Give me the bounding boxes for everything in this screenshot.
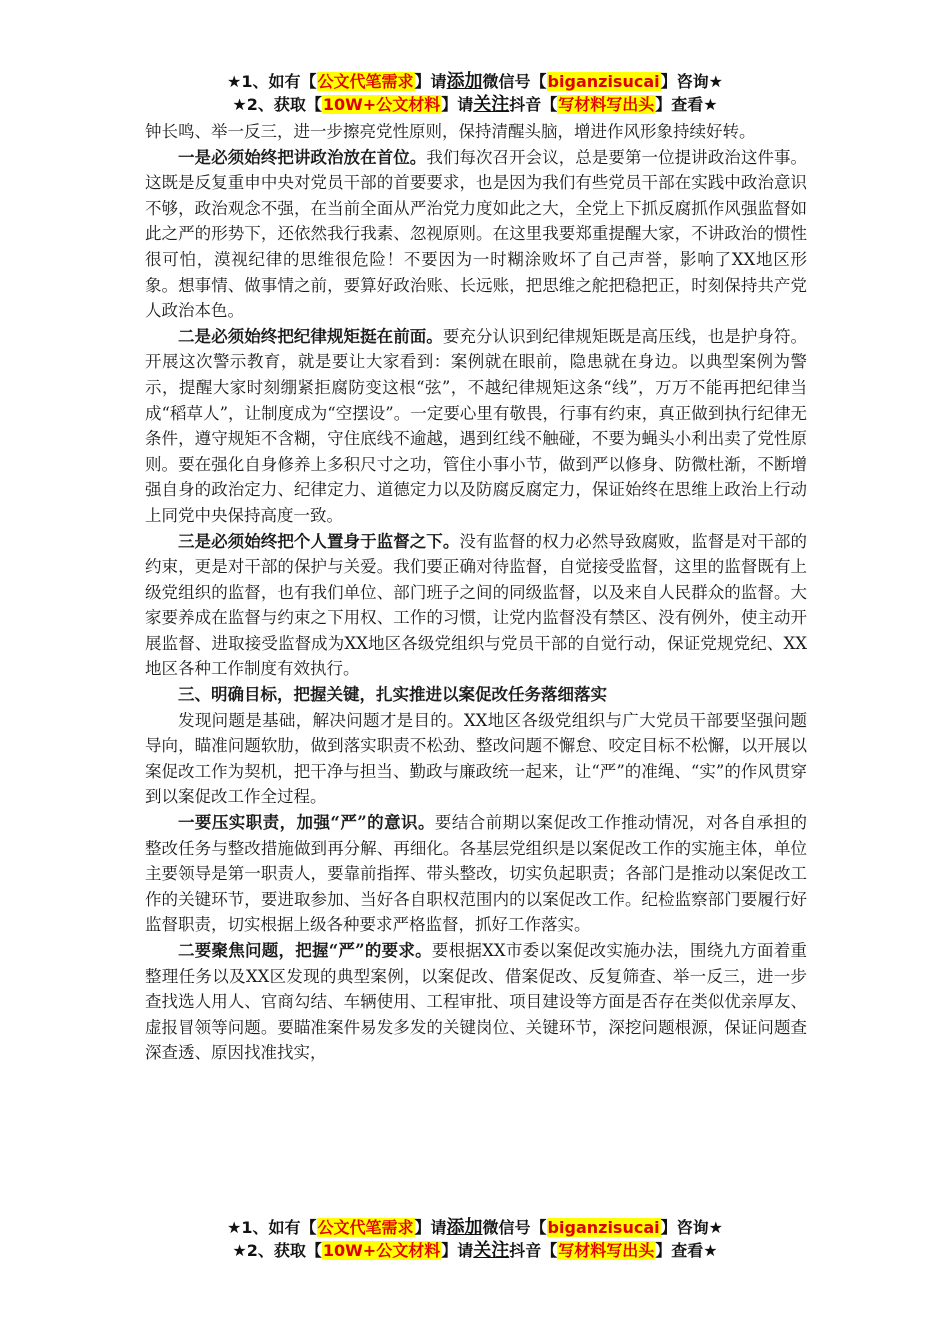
- paragraph-lead: 一要压实职责，加强“严”的意识。: [178, 813, 435, 833]
- promo-text: 】请: [414, 72, 447, 91]
- promo-highlight: 公文代笔需求: [317, 1218, 414, 1237]
- paragraph-text: 要充分认识到纪律规矩既是高压线，也是护身符。开展这次警示教育，就是要让大家看到：案例就在眼前，隐患就在身边。以典型案例为警示，提醒大家时刻绷紧拒腐防变这根“弦”，不越纪律规矩这条“线”，万万不能再把纪律当成“稻草人”，让制度成为“空摆设”。一定要心里有敬畏，行事有约束，真正做到执行纪律无条件，遵守规矩不含糊，守住底线不逾越，遇到红线不触碰，不要为蝇头小利出卖了党性原则。要在强化自身修养上多积尺寸之功，管住小事小节，做到严以修身、防微杜渐，不断增强自身的政治定力、纪律定力、道德定力以及防腐反腐定力，保证始终在思维上政治上行动上同党中央保持高度一致。: [145, 326, 808, 525]
- promo-douyin-id: 写材料写出头: [558, 1241, 655, 1260]
- promo-wechat-id: biganzisucai: [547, 72, 660, 91]
- promo-text: 抖音【: [509, 95, 558, 114]
- paragraph-lead: 一是必须始终把讲政治放在首位。: [178, 147, 427, 167]
- promo-text: 微信号【: [482, 72, 547, 91]
- promo-text: 微信号【: [482, 1218, 547, 1237]
- promo-text: 】咨询★: [660, 72, 723, 91]
- promo-text: 】请: [441, 95, 474, 114]
- promo-wechat-id: biganzisucai: [547, 1218, 660, 1237]
- paragraph-lead: 二是必须始终把纪律规矩挺在前面。: [178, 326, 443, 346]
- promo-line-2: [0, 1239, 950, 1262]
- promo-emphasis: 关注: [473, 1240, 510, 1261]
- promo-emphasis: 添加: [446, 71, 483, 92]
- promo-text: 抖音【: [509, 1241, 558, 1260]
- promo-text: ★1、如有【: [227, 1218, 317, 1237]
- paragraph: 钟长鸣、举一反三，进一步擦亮党性原则，保持清醒头脑，增进作风形象持续好转。: [145, 122, 756, 141]
- promo-highlight: 公文代笔需求: [317, 72, 414, 91]
- paragraph-text: 要结合前期以案促改工作推动情况，对各自承担的整改任务与整改措施做到再分解、再细化。各基层党组织是以案促改工作的实施主体，单位主要领导是第一职责人，要靠前指挥、带头整改，切实负起职责；各部门是推动以案促改工作的关键环节，要进取参加、当好各自职权范围内的以案促改工作。纪检监察部门要履行好监督职责，切实根据上级各种要求严格监督，抓好工作落实。: [145, 813, 808, 935]
- promo-text: ★1、如有【: [227, 72, 317, 91]
- promo-text: 】咨询★: [660, 1218, 723, 1237]
- promo-line-1: [0, 70, 950, 93]
- paragraph-lead: 三是必须始终把个人置身于监督之下。: [178, 531, 460, 551]
- promo-line-1: [0, 1216, 950, 1239]
- promo-line-2: [0, 93, 950, 116]
- promo-highlight: 10W+公文材料: [322, 1241, 441, 1260]
- promo-emphasis: 关注: [473, 94, 510, 115]
- section-heading: 三、明确目标，把握关键，扎实推进以案促改任务落细落实: [178, 685, 607, 705]
- promo-highlight: 10W+公文材料: [322, 95, 441, 114]
- paragraph: 发现问题是基础，解决问题才是目的。XX地区各级党组织与广大党员干部要坚强问题导向，瞄准问题软肋，做到落实职责不松劲、整改问题不懈怠、咬定目标不松懈，以开展以案促改工作为契机，把干净与担当、勤政与廉政统一起来，让“严”的准绳、“实”的作风贯穿到以案促改工作全过程。: [145, 710, 807, 807]
- paragraph-text: 要根据XX市委以案促改实施办法，围绕九方面着重整理任务以及XX区发现的典型案例，以案促改、借案促改、反复筛查、举一反三，进一步查找选人用人、官商勾结、车辆使用、工程审批、项目建设等方面是否存在类似优亲厚友、虚报冒领等问题。要瞄准案件易发多发的关键岗位、关键环节，深挖问题根源，保证问题查深查透、原因找准找实，: [145, 941, 808, 1063]
- paragraph-text: 我们每次召开会议，总是要第一位提讲政治这件事。这既是反复重申中央对党员干部的首要要求，也是因为我们有些党员干部在实践中政治意识不够，政治观念不强，在当前全面从严治党力度如此之大，全党上下抓反腐抓作风强监督如此之严的形势下，还依然我行我素、忽视原则。在这里我要郑重提醒大家，不讲政治的惯性很可怕，漠视纪律的思维很危险！不要因为一时糊涂败坏了自己声誉，影响了XX地区形象。想事情、做事情之前，要算好政治账、长远账，把思维之舵把稳把正，时刻保持共产党人政治本色。: [145, 147, 808, 321]
- promo-banner-bottom: [0, 1216, 950, 1262]
- promo-emphasis: 添加: [446, 1217, 483, 1238]
- promo-text: 】查看★: [655, 95, 718, 114]
- promo-text: 】请: [441, 1241, 474, 1260]
- paragraph: [145, 529, 807, 683]
- paragraph: [145, 324, 807, 529]
- promo-text: ★2、获取【: [232, 1241, 322, 1260]
- promo-text: ★2、获取【: [232, 95, 322, 114]
- paragraph-lead: 二要聚焦问题，把握“严”的要求。: [178, 941, 432, 960]
- document-body: [145, 119, 807, 1066]
- promo-text: 】请: [414, 1218, 447, 1237]
- paragraph: [145, 145, 807, 324]
- paragraph-text: 没有监督的权力必然导致腐败，监督是对干部的约束，更是对干部的保护与关爱。我们要正确对待监督，自觉接受监督，这里的监督既有上级党组织的监督，也有我们单位、部门班子之间的同级监督，以及来自人民群众的监督。大家要养成在监督与约束之下用权、工作的习惯，让党内监督没有禁区、没有例外，使主动开展监督、进取接受监督成为XX地区各级党组织与党员干部的自觉行动，保证党规党纪、XX地区各种工作制度有效执行。: [145, 531, 808, 679]
- paragraph: [145, 810, 807, 938]
- promo-banner-top: [0, 70, 950, 116]
- promo-text: 】查看★: [655, 1241, 718, 1260]
- promo-douyin-id: 写材料写出头: [558, 95, 655, 114]
- paragraph: [145, 938, 807, 1066]
